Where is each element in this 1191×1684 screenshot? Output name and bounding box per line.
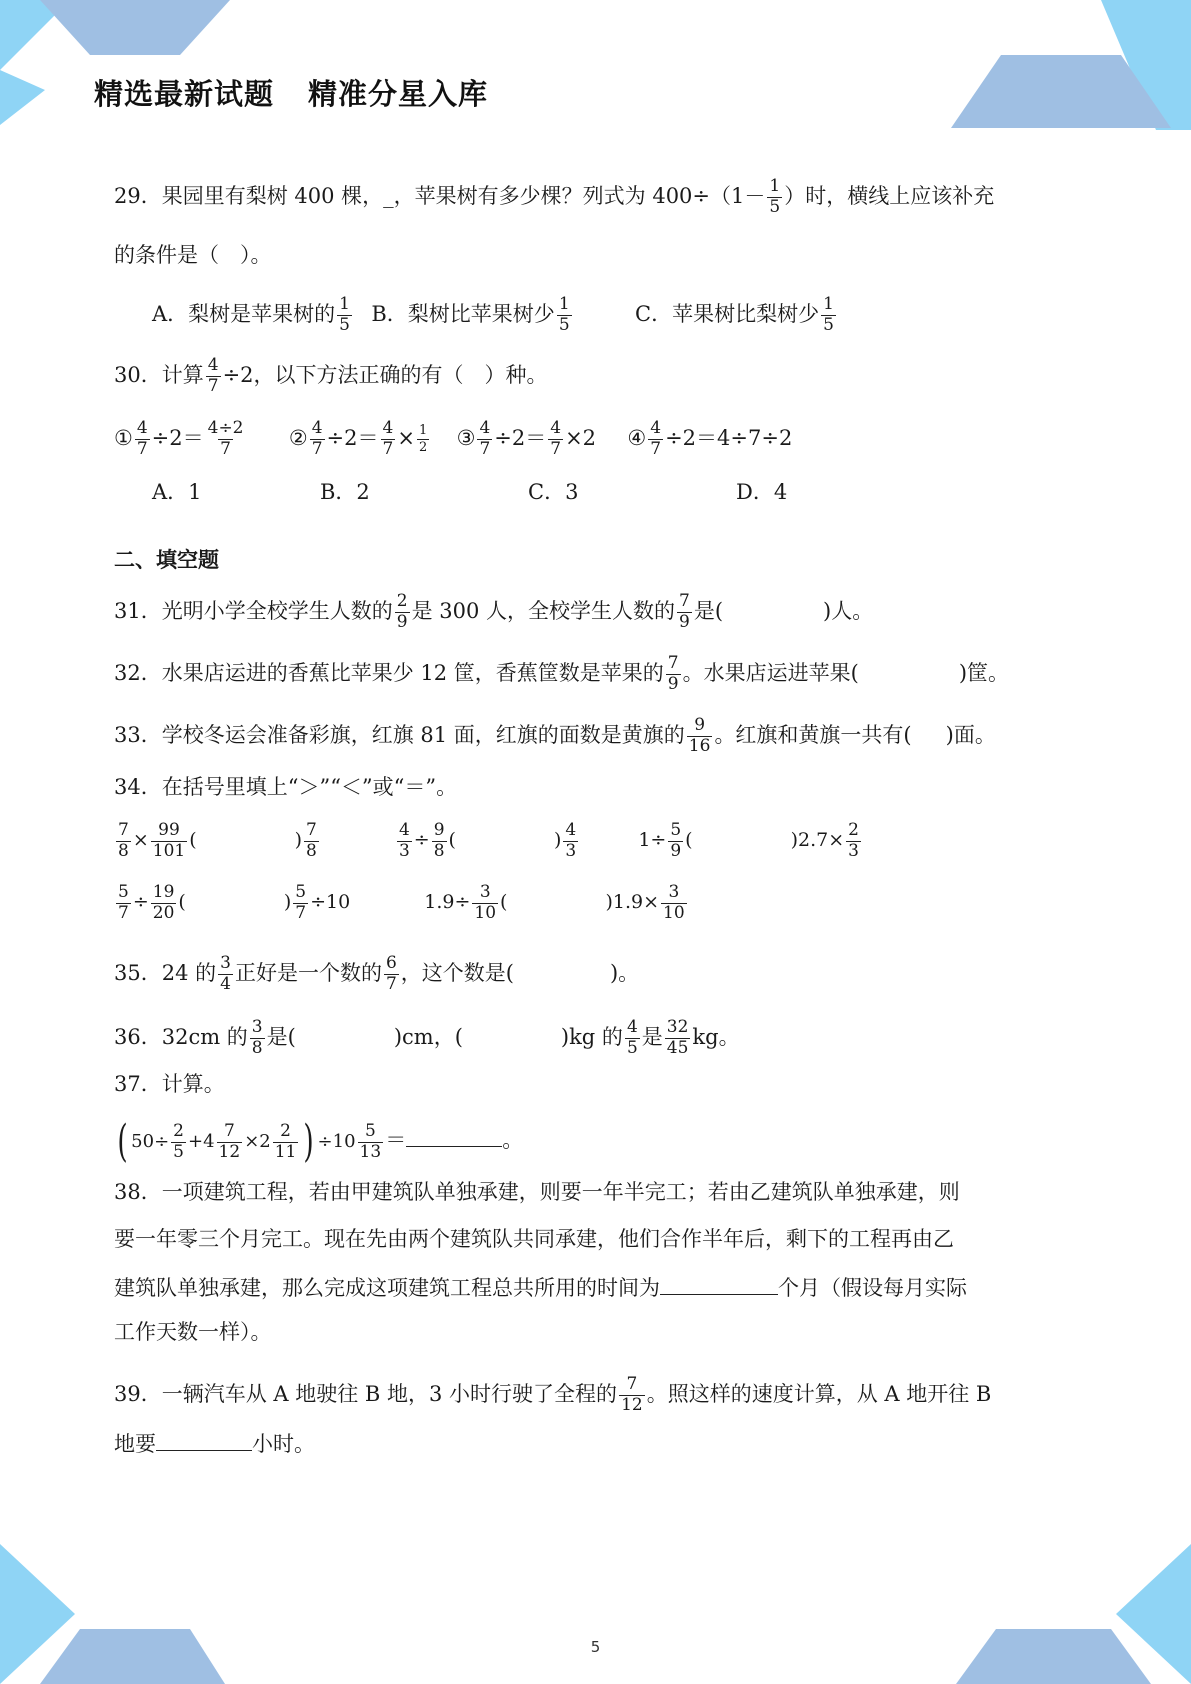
q38-answer-blank[interactable] (660, 1276, 778, 1295)
q30-method-3: ③ $\frac{4}{7}$ ÷2＝ $\frac{4}{7}$ ×2 (456, 418, 597, 459)
q30-stem: 30．计算 $\frac{4}{7}$ ÷2，以下方法正确的有（ ）种。 (114, 355, 548, 396)
q34-expr-5: 1.9÷ $\frac{3}{10}$ ( )1.9× $\frac{3}{10}$ (424, 882, 685, 923)
page-number: 5 (590, 1638, 601, 1656)
q33: 33．学校冬运会准备彩旗，红旗 81 面，红旗的面数是黄旗的 $\frac{9}{16}$ 。红旗和黄旗一共有( )面。 (114, 715, 996, 756)
fraction: $\frac{1}{5}$ (769, 176, 781, 217)
q34-stem: 34．在括号里填上“＞”“＜”或“＝”。 (114, 775, 458, 799)
section-heading-fill-blank: 二、填空题 (114, 548, 219, 572)
q39-answer-blank[interactable] (156, 1432, 252, 1451)
q34-row2 (114, 884, 689, 923)
header-title-part2: 精准分星入库 (308, 77, 489, 111)
q35: 35．24 的 $\frac{3}{4}$ 正好是一个数的 $\frac{6}{7}$ ，这个数是( )。 (114, 953, 640, 994)
q29-option-b: B．梨树比苹果树少 $\frac{1}{5}$ (371, 294, 570, 335)
q30-option-c: C．3 (528, 480, 579, 504)
q38-line1: 38．一项建筑工程，若由甲建筑队单独承建，则要一年半完工；若由乙建筑队单独承建，则 (114, 1180, 960, 1204)
q30-options (152, 482, 787, 503)
q39-line1: 39．一辆汽车从 A 地驶往 B 地，3 小时行驶了全程的 $\frac{7}{12}$ 。照这样的速度计算，从 A 地开往 B (114, 1374, 992, 1415)
q29-line2: 的条件是（ ）。 (114, 243, 272, 267)
q30-option-a: A．1 (152, 480, 202, 504)
q34-row1 (114, 822, 863, 861)
q30-method-4: ④ $\frac{4}{7}$ ÷2＝4÷7÷2 (627, 418, 793, 459)
q34-expr-4: $\frac{5}{7}$ ÷ $\frac{19}{20}$ ( ) $\frac{5}{7}$ ÷10 (118, 882, 351, 923)
bottom-left-decoration (0, 1544, 250, 1684)
q30-methods (114, 420, 792, 459)
q29-options (152, 296, 838, 335)
q36: 36．32cm 的 $\frac{3}{8}$ 是( )cm，( )kg 的 $\frac{4}{5}$ 是 $\frac{32}{45}$ kg。 (114, 1017, 740, 1058)
q38-line3: 建筑队单独承建，那么完成这项建筑工程总共所用的时间为 个月（假设每月实际 (114, 1276, 967, 1300)
q30-method-2: ② $\frac{4}{7}$ ÷2＝ $\frac{4}{7}$ × $\frac{1}{2}$ (288, 418, 428, 459)
q38-line2: 要一年零三个月完工。现在先由两个建筑队共同承建，他们合作半年后，剩下的工程再由乙 (114, 1227, 954, 1251)
q39-line2: 地要 小时。 (114, 1432, 315, 1456)
q37-stem: 37．计算。 (114, 1072, 225, 1096)
q37-answer-blank[interactable] (406, 1128, 502, 1147)
q29-option-c: C．苹果树比梨树少 $\frac{1}{5}$ (635, 294, 834, 335)
q37-expression: ( 50÷ $\frac{2}{5}$ +4 $\frac{7}{12}$ ×2 $\frac{2}{11}$ ) ÷10 $\frac{5}{13}$ ＝ 。 (117, 1116, 524, 1167)
q34-expr-2: $\frac{4}{3}$ ÷ $\frac{9}{8}$ ( ) $\frac{4}{3}$ (398, 820, 577, 861)
q30-method-1: ① $\frac{4}{7}$ ÷2＝ $\frac{4\div 2}{7}$ (114, 418, 244, 459)
q29-line1: 29．果园里有梨树 400 棵，_，苹果树有多少棵？列式为 400÷（1－ $\frac{1}{5}$ ）时，横线上应该补充 (114, 176, 995, 217)
q34-expr-3: 1÷ $\frac{5}{9}$ ( )2.7× $\frac{2}{3}$ (638, 820, 859, 861)
header-title-part1: 精选最新试题 (94, 77, 275, 111)
q32: 32．水果店运进的香蕉比苹果少 12 筐，香蕉筐数是苹果的 $\frac{7}{9}$ 。水果店运进苹果( )筐。 (114, 653, 1010, 694)
bottom-right-decoration (931, 1544, 1191, 1684)
top-right-decoration (931, 0, 1191, 135)
header-title (94, 72, 488, 113)
q34-expr-1: $\frac{7}{8}$ × $\frac{99}{101}$ ( ) $\frac{7}{8}$ (118, 820, 317, 861)
q29-option-a: A．梨树是苹果树的 $\frac{1}{5}$ (152, 294, 350, 335)
q38-line4: 工作天数一样）。 (114, 1320, 272, 1344)
q30-option-b: B．2 (320, 480, 370, 504)
q31: 31．光明小学全校学生人数的 $\frac{2}{9}$ 是 300 人，全校学生人数的 $\frac{7}{9}$ 是( )人。 (114, 591, 874, 632)
q30-option-d: D．4 (736, 480, 788, 504)
